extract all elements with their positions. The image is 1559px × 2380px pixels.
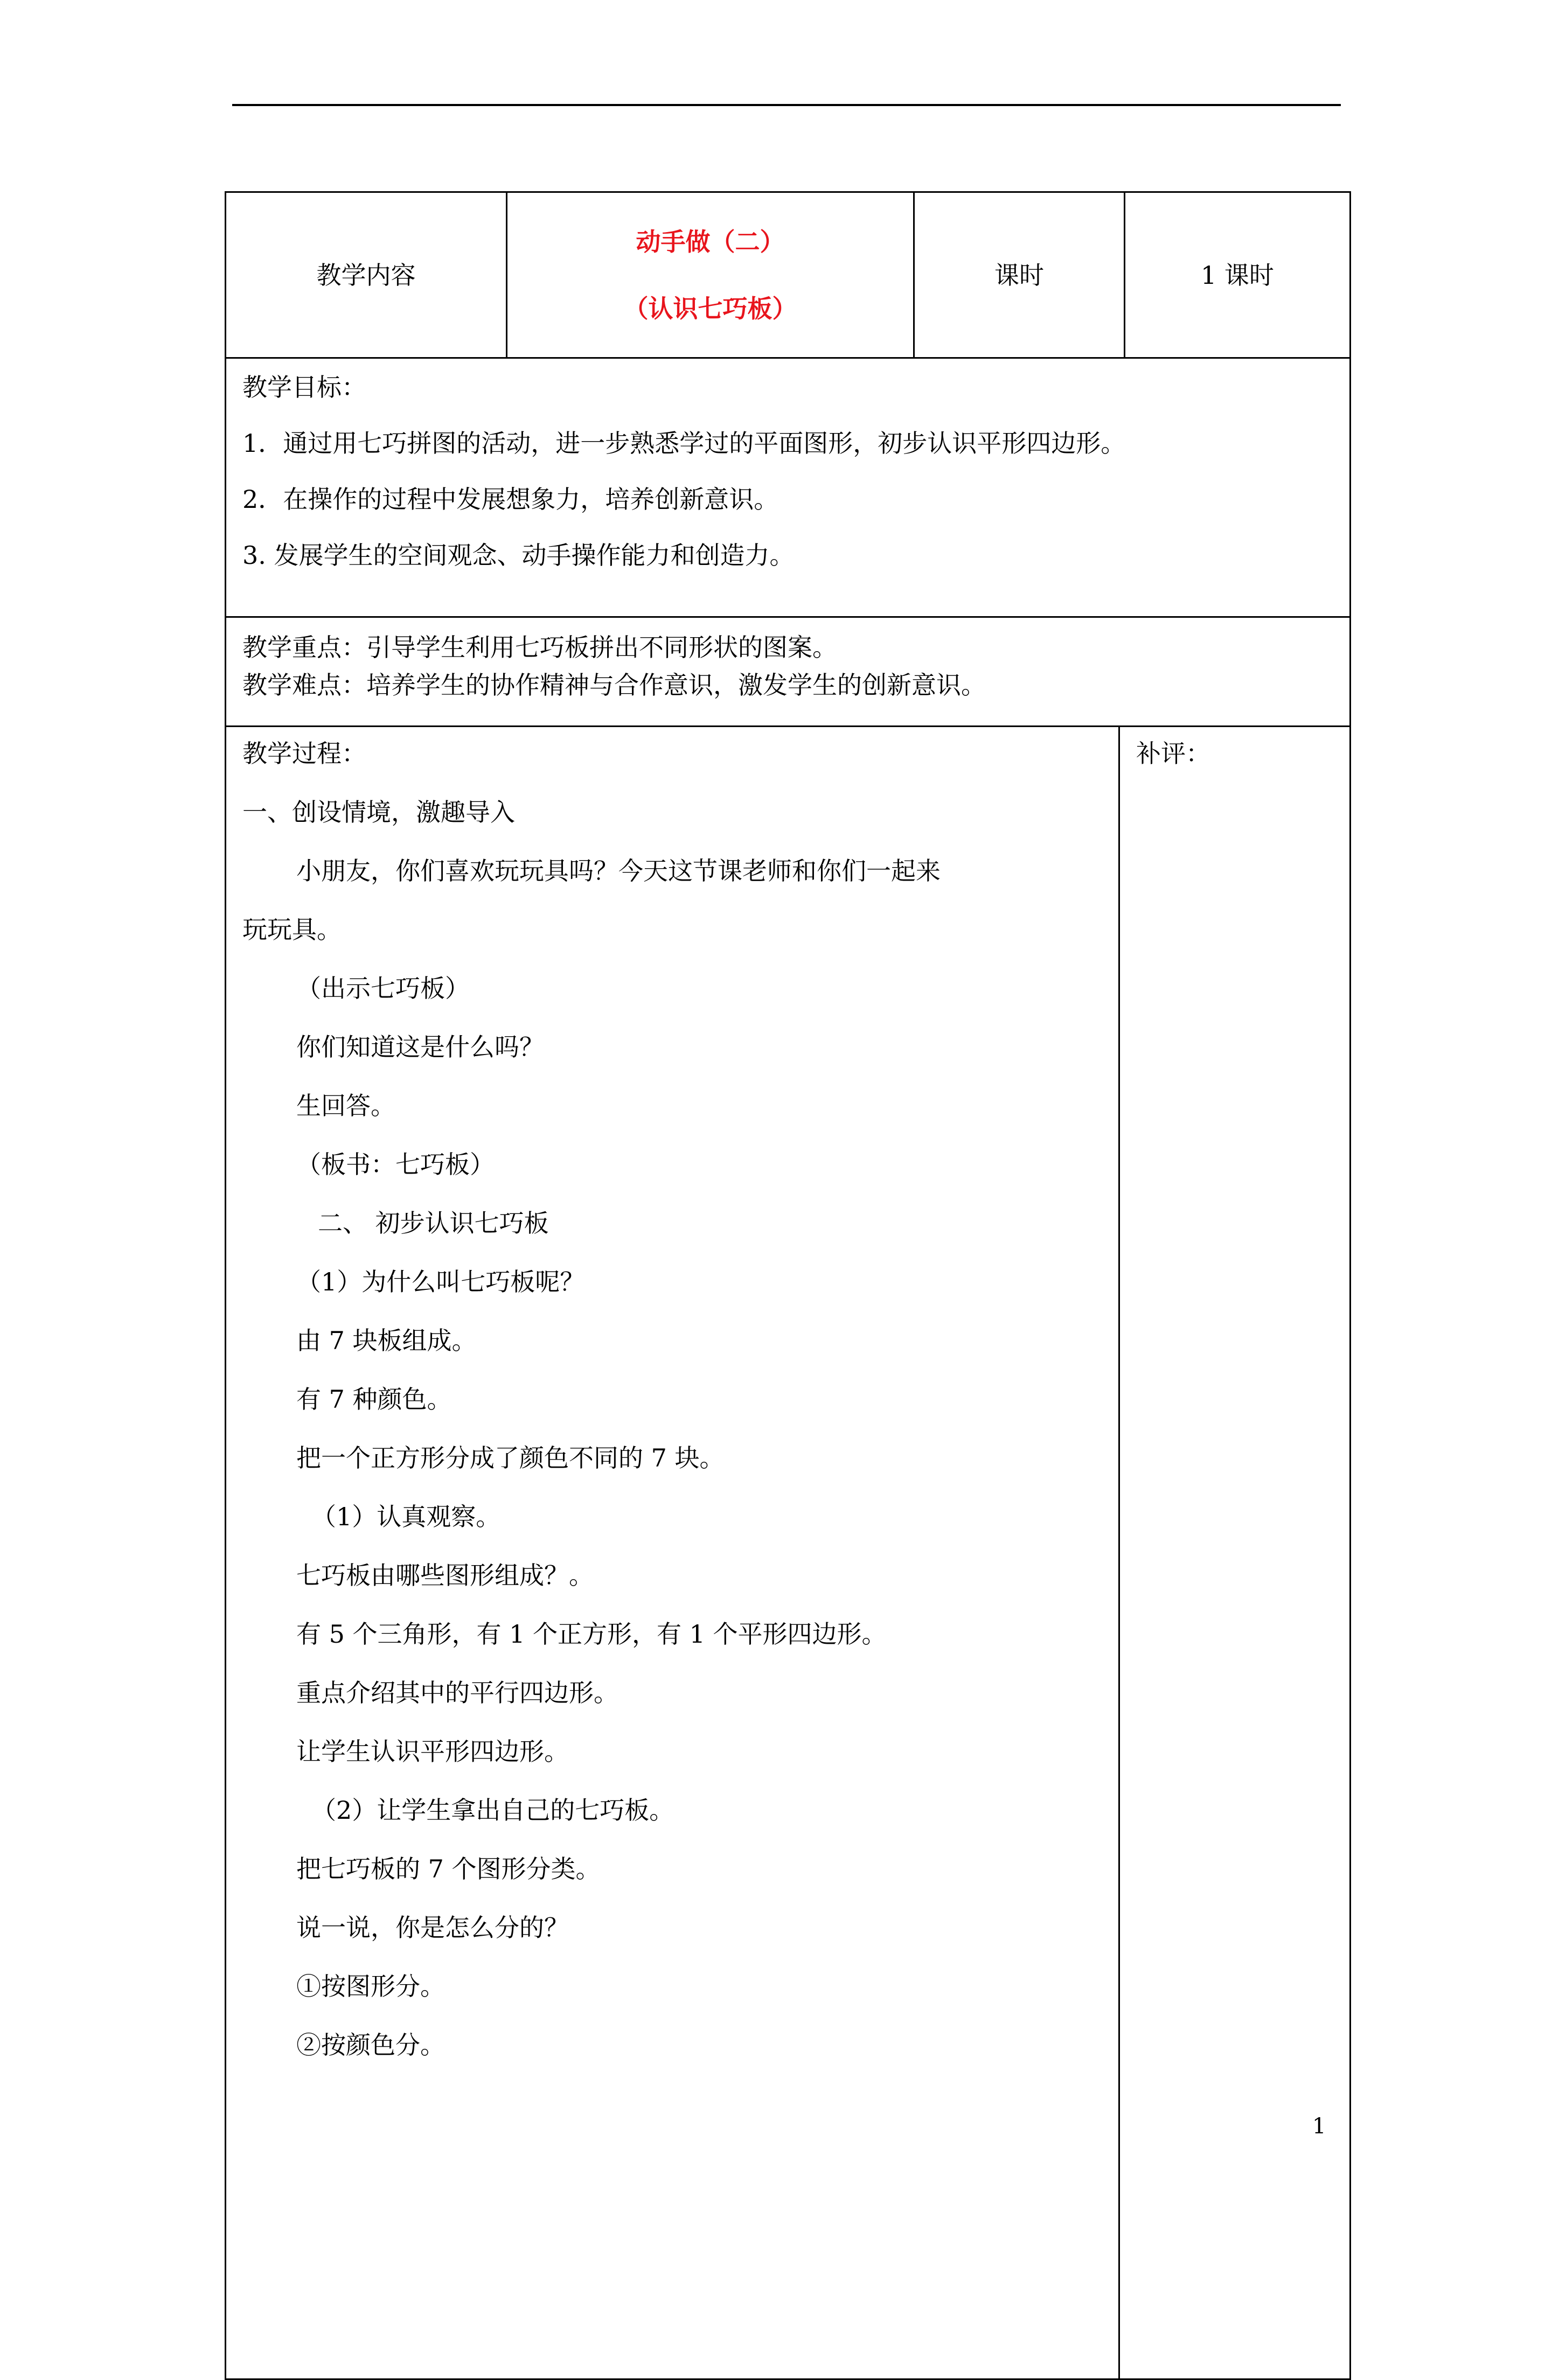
process-line: （出示七巧板） <box>296 974 470 1003</box>
process-heading: 教学过程： <box>242 739 366 768</box>
process-line: 由 7 块板组成。 <box>296 1326 477 1355</box>
content-label: 教学内容 <box>316 260 416 290</box>
process-line: 重点介绍其中的平行四边形。 <box>296 1678 618 1707</box>
objective-item: 1．通过用七巧拼图的活动，进一步熟悉学过的平面图形，初步认识平形四边形。 <box>242 429 1126 458</box>
process-line: （1）为什么叫七巧板呢？ <box>296 1267 585 1296</box>
process-line: ②按颜色分。 <box>296 2030 445 2060</box>
process-line: 一、创设情境，激趣导入 <box>242 798 515 827</box>
objective-item: 3. 发展学生的空间观念、动手操作能力和创造力。 <box>242 541 795 570</box>
process-line: 有 7 种颜色。 <box>296 1385 452 1414</box>
process-line: 二、 初步认识七巧板 <box>318 1209 549 1238</box>
process-line: （1）认真观察。 <box>311 1502 501 1531</box>
page-number: 1 <box>1312 2114 1326 2139</box>
teaching-difficulty: 教学难点：培养学生的协作精神与合作意识，激发学生的创新意识。 <box>242 671 986 700</box>
objectives-heading: 教学目标： <box>242 373 366 402</box>
process-line: （板书：七巧板） <box>296 1150 495 1179</box>
process-line: ①按图形分。 <box>296 1972 445 2001</box>
process-line: 生回答。 <box>296 1091 395 1120</box>
process-line: 小朋友，你们喜欢玩玩具吗？今天这节课老师和你们一起来 <box>296 856 941 885</box>
lesson-title: 动手做（二） <box>636 227 785 256</box>
key-points-cell <box>226 617 1351 727</box>
lesson-plan-table <box>225 191 1351 2380</box>
remarks-heading: 补评： <box>1136 739 1210 768</box>
process-row <box>226 727 1351 2379</box>
process-line: 把一个正方形分成了颜色不同的 7 块。 <box>296 1443 725 1472</box>
header-rule <box>232 104 1341 106</box>
period-label: 课时 <box>994 260 1044 290</box>
objectives-row <box>226 358 1351 617</box>
process-line: 让学生认识平形四边形。 <box>296 1737 569 1766</box>
process-line: 说一说，你是怎么分的？ <box>296 1913 569 1942</box>
process-line: 把七巧板的 7 个图形分类。 <box>296 1854 601 1883</box>
period-value: 1 课时 <box>1201 260 1274 290</box>
title-cell <box>507 192 914 358</box>
teaching-focus: 教学重点：引导学生利用七巧板拼出不同形状的图案。 <box>242 633 837 662</box>
process-line: 你们知道这是什么吗？ <box>296 1032 544 1062</box>
process-line: 七巧板由哪些图形组成？。 <box>296 1561 594 1590</box>
process-line: 有 5 个三角形，有 1 个正方形，有 1 个平形四边形。 <box>296 1620 887 1649</box>
objectives-cell <box>226 358 1351 617</box>
lesson-subtitle: （认识七巧板） <box>623 294 797 323</box>
process-line: （2）让学生拿出自己的七巧板。 <box>311 1796 674 1825</box>
process-line: 玩玩具。 <box>242 915 342 944</box>
content-label-cell <box>226 192 507 358</box>
header-row <box>226 192 1351 358</box>
period-value-cell <box>1125 192 1351 358</box>
process-cell <box>226 727 1119 2379</box>
objective-item: 2．在操作的过程中发展想象力，培养创新意识。 <box>242 485 779 514</box>
key-points-row <box>226 617 1351 727</box>
period-label-cell <box>914 192 1125 358</box>
